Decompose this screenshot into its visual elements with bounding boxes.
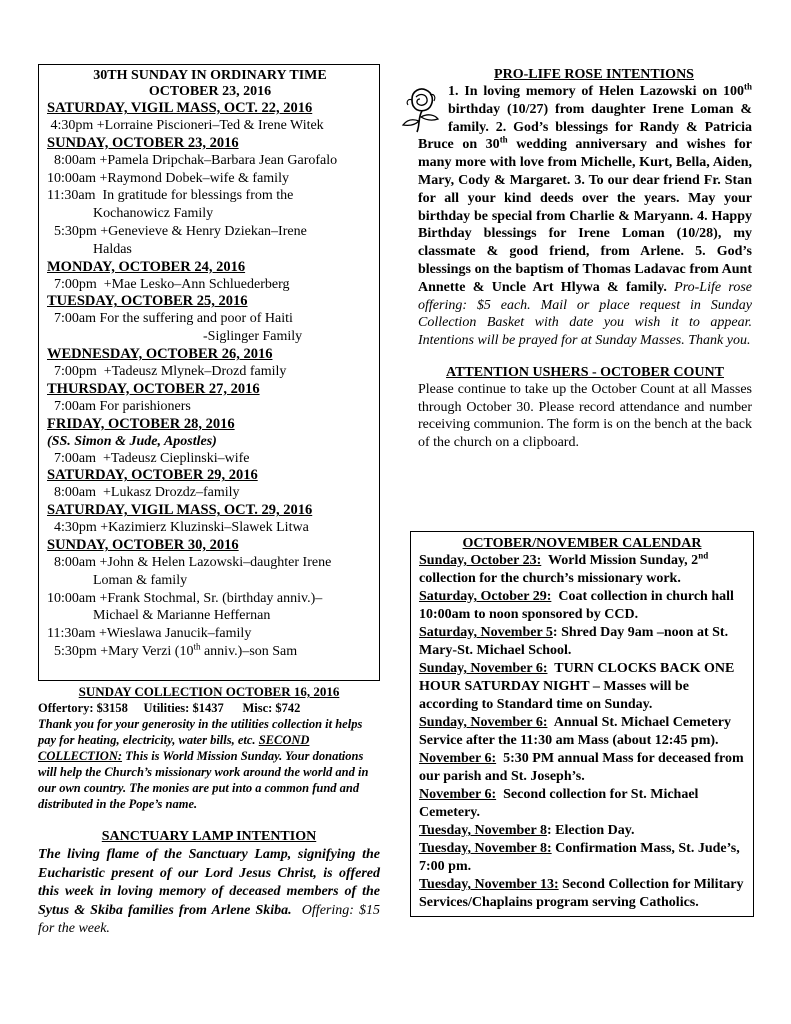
mass-entry: 8:00am +Lukasz Drozdz–family — [47, 485, 240, 501]
calendar-item: Tuesday, November 8: Confirmation Mass, St. Jude’s, 7:00 pm. — [419, 841, 740, 874]
mass-entry: Loman & family — [93, 572, 188, 588]
mass-day-heading: SATURDAY, OCTOBER 29, 2016 — [47, 467, 258, 484]
ushers-title: ATTENTION USHERS - OCTOBER COUNT — [446, 364, 724, 380]
mass-entry: Kochanowicz Family — [93, 206, 214, 222]
ushers-body: Please continue to take up the October Count at all Masses through October 30. Please record attendance and number receiving communion. The form is on the bench at the back of the church on a clipboard. — [418, 381, 752, 450]
rose-body: 1. In loving memory of Helen Lazowski on 100th birthday (10/27) from daughter Irene Loman & family. 2. God’s blessings for Randy & Patricia Bruce on 30th wedding anniversary and wishes for many more with love from Michelle, Kurt, Bella, Aiden, Mary, Cody & Margaret. 3. To our dear friend Fr. Stan for all your kind deeds over the years. May your birthday be special from Charlie & Maryann. 4. Happy Birthday blessings for Irene Loman (10/28), my classmate & good friend, from Arlene. 5. God’s blessings on the baptism of Thomas Ladavac from Aunt Annette & Uncle Art Hlywa & family. Pro-Life rose offering: $5 each. Mail or place request in Sunday Collection Basket with date you wish it to appear. Intentions will be prayed for at Sunday Masses. Thank you. — [418, 83, 752, 350]
calendar-item: Sunday, November 6: TURN CLOCKS BACK ONE HOUR SATURDAY NIGHT – Masses will be according to Standard time on Sunday. — [419, 661, 738, 712]
left-column — [38, 64, 384, 939]
mass-entry: 11:30am In gratitude for blessings from the — [47, 188, 294, 204]
mass-entry: Michael & Marianne Heffernan — [93, 608, 271, 624]
mass-day-heading: TUESDAY, OCTOBER 25, 2016 — [47, 293, 248, 310]
mass-day-heading: FRIDAY, OCTOBER 28, 2016 — [47, 415, 235, 432]
mass-entry: 7:00pm +Mae Lesko–Ann Schluederberg — [47, 276, 290, 292]
calendar-item: Tuesday, November 13: Second Collection for Military Services/Chaplains program serving Catholics. — [419, 877, 744, 910]
mass-entry: 4:30pm +Kazimierz Kluzinski–Slawek Litwa — [47, 520, 309, 536]
mass-entry: 5:30pm +Mary Verzi (10th anniv.)–son Sam — [47, 641, 298, 659]
lamp-offering: Offering: $15 for the week. — [38, 902, 384, 936]
mass-entries — [47, 100, 373, 643]
sanctuary-lamp — [38, 828, 384, 939]
mass-day-heading: SATURDAY, VIGIL MASS, OCT. 22, 2016 — [47, 100, 313, 116]
second-collection-label: SECOND COLLECTION: — [38, 733, 310, 763]
calendar-box — [410, 531, 754, 917]
mass-entry: 5:30pm +Genevieve & Henry Dziekan–Irene — [47, 223, 307, 239]
mass-day-heading: SUNDAY, OCTOBER 30, 2016 — [47, 536, 239, 553]
mass-entry: 10:00am +Raymond Dobek–wife & family — [47, 170, 289, 186]
mass-entry: 8:00am +John & Helen Lazowski–daughter Irene — [47, 554, 332, 570]
mass-entry: 8:00am +Pamela Dripchak–Barbara Jean Garofalo — [47, 152, 338, 168]
mass-day-heading: MONDAY, OCTOBER 24, 2016 — [47, 258, 246, 275]
lamp-title: SANCTUARY LAMP INTENTION — [101, 829, 317, 844]
calendar-item: Tuesday, November 8: Election Day. — [419, 823, 635, 838]
calendar-item: November 6: Second collection for St. Michael Cemetery. — [419, 787, 702, 820]
mass-title: 30TH SUNDAY IN ORDINARY TIME — [93, 68, 327, 83]
mass-entry: -Siglinger Family — [203, 329, 303, 345]
mass-entry: 7:00am +Tadeusz Cieplinski–wife — [47, 450, 250, 466]
calendar-item: Saturday, November 5: Shred Day 9am –noon at St. Mary-St. Michael School. — [419, 625, 729, 658]
lamp-body: The living flame of the Sanctuary Lamp, signifying the Eucharistic present of our Lord Jesus Christ, is offered this week in loving memory of deceased members of the Sytus & Skiba families from Arlene Skiba. Offering: $15 for the week. — [38, 847, 384, 936]
mass-day-heading: SATURDAY, VIGIL MASS, OCT. 29, 2016 — [47, 502, 313, 519]
mass-day-heading: SUNDAY, OCTOBER 23, 2016 — [47, 134, 239, 151]
mass-entry: Haldas — [93, 241, 132, 257]
mass-entry: 7:00am For the suffering and poor of Haiti — [47, 311, 293, 327]
mass-entry: (SS. Simon & Jude, Apostles) — [47, 433, 217, 449]
rose-icon — [398, 85, 444, 133]
mass-date: OCTOBER 23, 2016 — [148, 84, 272, 99]
ushers-notice — [418, 364, 752, 451]
mass-day-heading: THURSDAY, OCTOBER 27, 2016 — [47, 380, 260, 397]
calendar-item: Sunday, October 23: World Mission Sunday, 2nd collection for the church’s missionary work. — [419, 550, 709, 586]
calendar-title: OCTOBER/NOVEMBER CALENDAR — [462, 536, 702, 551]
calendar-item: Saturday, October 29: Coat collection in church hall 10:00am to noon sponsored by CCD. — [419, 589, 738, 622]
sunday-collection — [38, 684, 380, 812]
rose-offering-note: Pro-Life rose offering: $5 each. Mail or place request in Sunday Collection Basket with date you wish it to appear. Intentions will be prayed for at Sunday Masses. Thank you. — [418, 279, 752, 349]
collection-text: Thank you for your generosity in the utilities collection it helps pay for heating, electricity, water bills, etc. SECOND COLLECTION: This is World Mission Sunday. Your donations will help the Church’s missionary work around the world and in our own country. The monies are put into a common fund and distributed in the Pope’s name. — [38, 717, 369, 811]
mass-entry: 11:30am +Wieslawa Janucik–family — [47, 626, 252, 642]
calendar-item: Sunday, November 6: Annual St. Michael Cemetery Service after the 11:30 am Mass (about 12:45 pm). — [419, 715, 735, 748]
mass-entry: 4:30pm +Lorraine Piscioneri–Ted & Irene Witek — [47, 118, 324, 133]
right-column — [418, 66, 752, 451]
mass-day-heading: WEDNESDAY, OCTOBER 26, 2016 — [47, 345, 273, 362]
mass-schedule-box — [38, 64, 380, 681]
mass-entry: 10:00am +Frank Stochmal, Sr. (birthday anniv.)– — [47, 590, 323, 606]
rose-title: PRO-LIFE ROSE INTENTIONS — [494, 67, 694, 82]
collection-title: SUNDAY COLLECTION OCTOBER 16, 2016 — [78, 684, 340, 699]
collection-amounts: Offertory: $3158 Utilities: $1437 Misc: $742 — [38, 701, 301, 715]
mass-entry: 7:00pm +Tadeusz Mlynek–Drozd family — [47, 363, 287, 379]
calendar-item: November 6: 5:30 PM annual Mass for deceased from our parish and St. Joseph’s. — [419, 751, 748, 784]
mass-entry: 7:00am For parishioners — [47, 398, 191, 414]
